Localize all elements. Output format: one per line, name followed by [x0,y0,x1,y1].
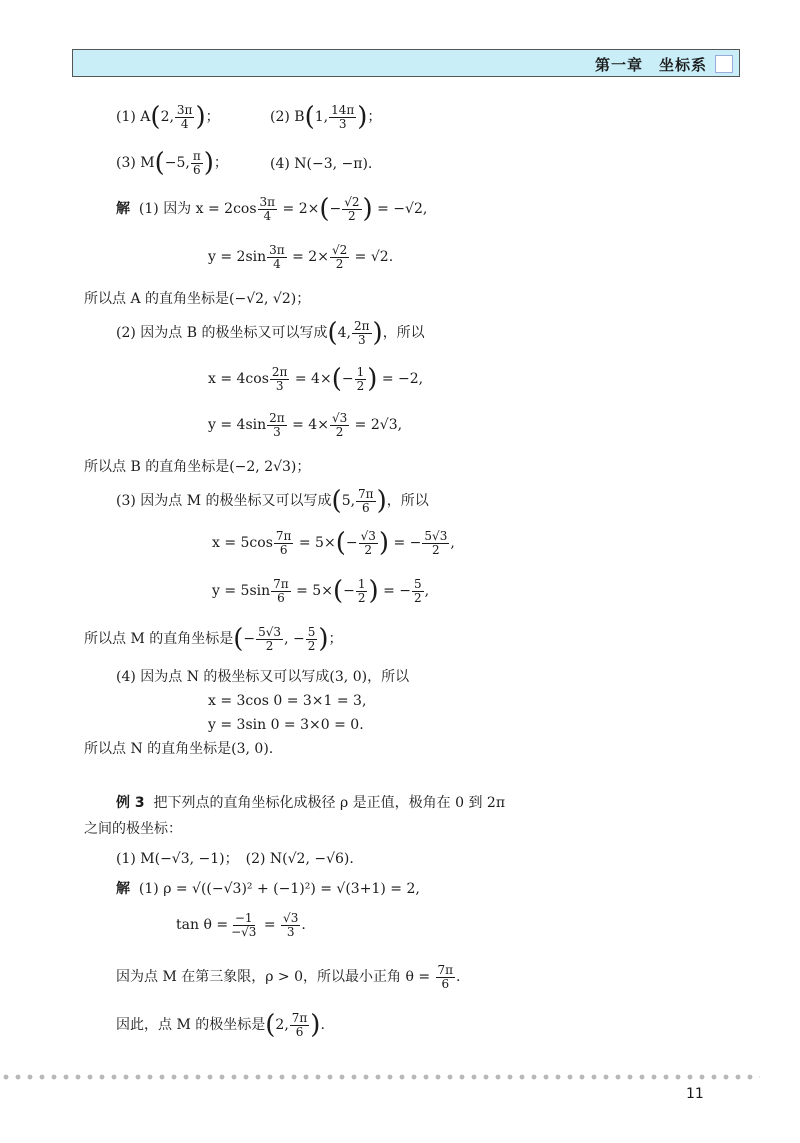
solution-1-result: 所以点 A 的直角坐标是(−√2, √2)； [84,291,311,307]
solution-label: 解 [116,881,130,897]
solution-label: 解 [116,201,130,218]
solution-1-y: y = 2sin $\frac{3\pi}{4}$ = 2× $\frac{√2}{2}$ = √2. [208,243,394,271]
solution-4-y: y = 3sin 0 = 3×0 = 0. [208,717,364,733]
fraction: $\frac{3\pi}{4}$ [176,103,193,131]
solution-4-intro: (4) 因为点 N 的极坐标又可以写成(3, 0)，所以 [116,669,410,685]
chapter-header-bar [72,49,740,77]
solution-1-x: 解 (1) 因为 x = 2cos $\frac{3\pi}{4}$ = 2×(− $\frac{√2}{2}$ ) = −√2, [116,194,428,225]
fraction: $\frac{\pi}{6}$ [192,149,201,177]
example-3-statement: 例 3 把下列点的直角坐标化成极径 ρ 是正值，极角在 0 到 2π [116,795,506,811]
chapter-title: 第一章 坐标系 [594,56,707,74]
example-3-rho: 解 (1) ρ = √((−√3)² + (−1)²) = √(3+1) = 2, [116,881,420,897]
example-3-points: (1) M(−√3, −1)； (2) N(√2, −√6). [116,851,354,867]
point-b: (2) B(1, $\frac{14\pi}{3}$ )； [270,102,382,133]
example-3-tan: tan θ = $\frac{-1}{-√3}$ = $\frac{√3}{3}$ . [176,911,306,939]
solution-2-intro: (2) 因为点 B 的极坐标又可以写成(4, $\frac{2\pi}{3}$ )，所以 [116,318,425,349]
page-number: 11 [686,1086,704,1102]
solution-4-result: 所以点 N 的直角坐标是(3, 0). [84,741,274,757]
footer-dotted-rule [0,1074,760,1080]
solution-3-x: x = 5cos $\frac{7\pi}{6}$ = 5×(− $\frac{√3}{2}$ ) = − $\frac{5√3}{2}$ , [212,528,455,559]
point-a: (1) A(2, $\frac{3\pi}{4}$ )； [116,102,220,133]
solution-2-y: y = 4sin $\frac{2\pi}{3}$ = 4× $\frac{√3}{2}$ = 2√3, [208,411,403,439]
solution-3-y: y = 5sin $\frac{7\pi}{6}$ = 5×(− $\frac{1}{2}$ ) = − $\frac{5}{2}$ , [212,576,430,607]
solution-2-result: 所以点 B 的直角坐标是(−2, 2√3)； [84,459,311,475]
point-m: (3) M(−5, $\frac{\pi}{6}$ )； [116,148,228,179]
example-3-statement-cont: 之间的极坐标： [84,821,182,837]
solution-3-result: 所以点 M 的直角坐标是(− $\frac{5√3}{2}$ , − $\frac{5}{2}$ )； [84,624,343,655]
solution-3-intro: (3) 因为点 M 的极坐标又可以写成(5, $\frac{7\pi}{6}$ )，所以 [116,486,429,517]
example-3-final: 因此，点 M 的极坐标是(2, $\frac{7\pi}{6}$ ). [116,1010,325,1041]
solution-4-x: x = 3cos 0 = 3×1 = 3, [208,693,367,709]
fraction: $\frac{14\pi}{3}$ [331,103,355,131]
example-label: 例 3 [116,795,145,811]
header-square-decoration [715,55,733,73]
solution-2-x: x = 4cos $\frac{2\pi}{3}$ = 4×(− $\frac{1}{2}$ ) = −2, [208,364,424,395]
example-3-quadrant: 因为点 M 在第三象限，ρ > 0，所以最小正角 θ = $\frac{7\pi}{6}$ . [116,963,461,991]
point-n: (4) N(−3, −π). [270,156,373,172]
